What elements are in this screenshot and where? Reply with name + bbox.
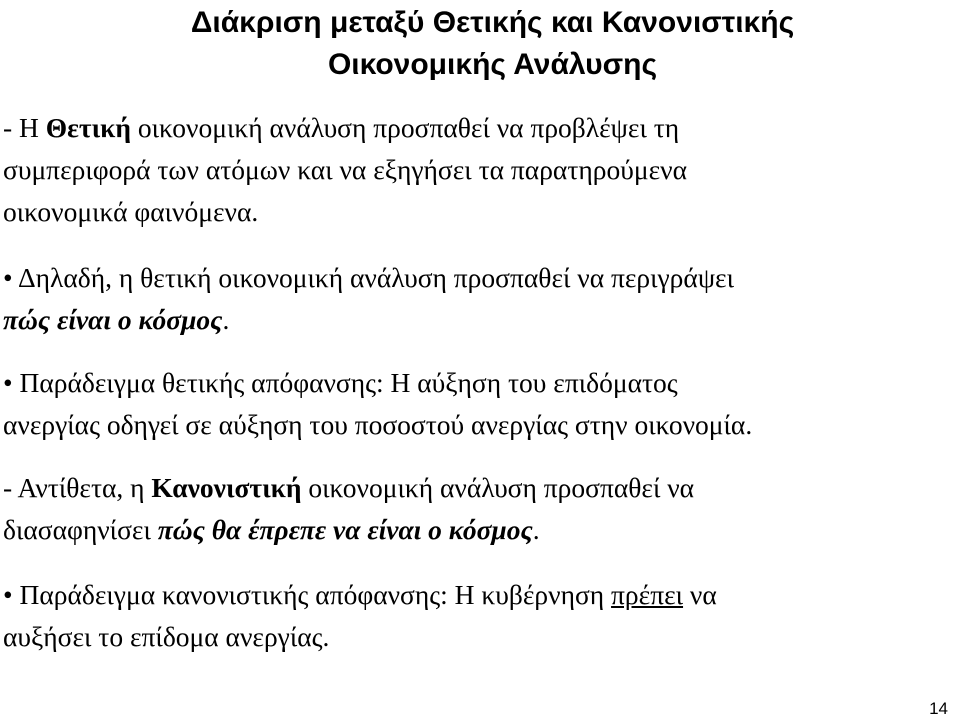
paragraph-line	[3, 299, 948, 341]
emphasis-text: πώς είναι ο κόσμος	[3, 304, 223, 335]
paragraph-line: αυξήσει το επίδομα ανεργίας.	[3, 621, 330, 652]
positive-example-bullet	[3, 362, 948, 446]
paragraph-text: οικονομική ανάλυση προσπαθεί να προβλέψει τη	[131, 112, 680, 143]
underlined-word: πρέπει	[611, 579, 684, 610]
paragraph-text: να	[683, 579, 717, 610]
paragraph-line: • Δηλαδή, η θετική οικονομική ανάλυση προσπαθεί να περιγράψει	[3, 262, 734, 293]
positive-analysis-paragraph	[3, 107, 948, 233]
normative-term: Κανονιστική	[151, 472, 302, 503]
slide-title-line-1: Διάκριση μεταξύ Θετικής και Κανονιστικής	[190, 6, 795, 39]
dash-prefix: - Η	[3, 112, 46, 143]
paragraph-line	[3, 107, 948, 149]
positive-description-bullet	[3, 257, 948, 341]
paragraph-line	[3, 509, 948, 551]
dash-prefix: - Αντίθετα, η	[3, 472, 152, 503]
slide-title	[0, 2, 960, 86]
paragraph-line: συμπεριφορά των ατόμων και να εξηγήσει τα παρατηρούμενα	[3, 154, 687, 185]
paragraph-text: • Παράδειγμα κανονιστικής απόφανσης: Η κυβέρνηση	[3, 579, 612, 610]
paragraph-text: οικονομική ανάλυση προσπαθεί να	[301, 472, 695, 503]
normative-example-bullet	[3, 574, 948, 658]
emphasis-text: πώς θα έπρεπε να είναι ο κόσμος	[157, 514, 533, 545]
positive-term: Θετική	[45, 112, 132, 143]
paragraph-line: • Παράδειγμα θετικής απόφανσης: Η αύξηση του επιδόματος	[3, 367, 678, 398]
paragraph-line	[3, 574, 948, 616]
paragraph-line: οικονομικά φαινόμενα.	[3, 196, 259, 227]
slide-title-line-2: Οικονομικής Ανάλυσης	[327, 48, 658, 81]
period: .	[222, 304, 230, 335]
period: .	[532, 514, 540, 545]
page-number: 14	[929, 699, 948, 718]
paragraph-line	[3, 467, 948, 509]
normative-analysis-paragraph	[3, 467, 948, 551]
paragraph-text: διασαφηνίσει	[3, 514, 158, 545]
paragraph-line: ανεργίας οδηγεί σε αύξηση του ποσοστού ανεργίας στην οικονομία.	[3, 409, 753, 440]
